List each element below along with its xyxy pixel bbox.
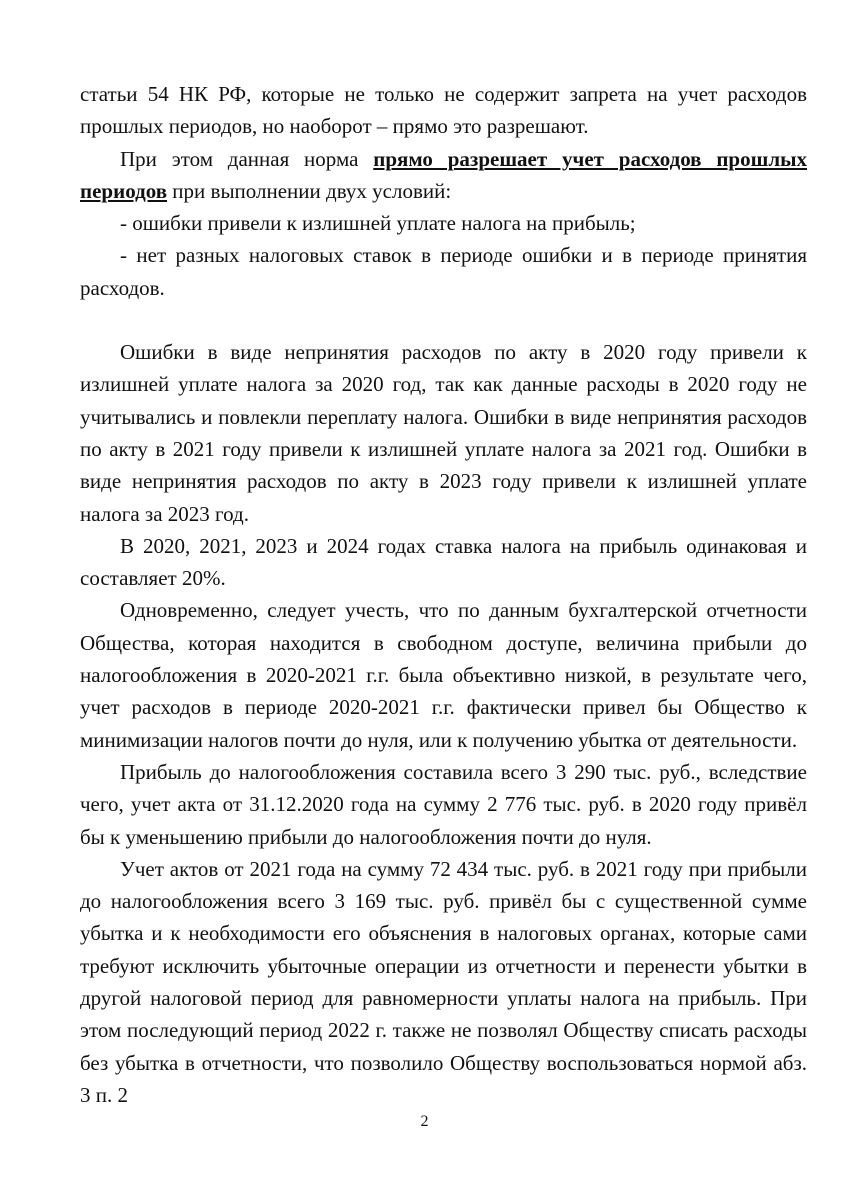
paragraph-errors: Ошибки в виде непринятия расходов по акту в 2020 году привели к излишней уплате налога за 2020 год, так как данные расходы в 2020 году не учитывались и повлекли переплату налога. Ошибки в виде непринятия расходов по акту в 2021 году привели к излишней уплате налога за 2021 год. Ошибки в виде непринятия расходов по акту в 2023 году привели к излишней уплате налога за 2023 год. — [80, 340, 807, 526]
condition-item-1: - ошибки привели к излишней уплате налога на прибыль; — [120, 211, 636, 236]
page-number: 2 — [420, 1113, 429, 1130]
paragraph-profit-2020: Прибыль до налогообложения составила всего 3 290 тыс. руб., вследствие чего, учет акта от 31.12.2020 года на сумму 2 776 тыс. руб. в 2020 году привёл бы к уменьшению прибыли до налогообложения почти до нуля. — [80, 759, 807, 849]
paragraph-gap — [80, 304, 807, 336]
condition-item-2: - нет разных налоговых ставок в периоде ошибки и в периоде принятия расходов. — [80, 243, 807, 300]
paragraph-continuation: статьи 54 НК РФ, которые не только не содержит запрета на учет расходов прошлых периодов, но наоборот – прямо это разрешают. — [80, 82, 807, 139]
document-body — [80, 78, 807, 1111]
paragraph-tax-rate: В 2020, 2021, 2023 и 2024 годах ставка налога на прибыль одинаковая и составляет 20%. — [80, 533, 807, 591]
emphasized-text: прямо разрешает учет расходов прошлых периодов — [80, 146, 808, 203]
intro-text-end: при выполнении двух условий: — [167, 178, 452, 203]
intro-text: При этом данная норма — [120, 146, 374, 171]
paragraph-conditions-intro — [80, 143, 807, 208]
paragraph-reporting: Одновременно, следует учесть, что по данным бухгалтерской отчетности Общества, которая находится в свободном доступе, величина прибыли до налогообложения в 2020-2021 г.г. была объективно низкой, в результате чего, учет расходов в периоде 2020-2021 г.г. фактически привел бы Общество к минимизации налогов почти до нуля, или к получению убытка от деятельности. — [80, 598, 807, 752]
paragraph-acts-2021: Учет актов от 2021 года на сумму 72 434 тыс. руб. в 2021 году при прибыли до налогообложения всего 3 169 тыс. руб. привёл бы с существенной сумме убытка и к необходимости его объяснения в налоговых органах, которые сами требуют исключить убыточные операции из отчетности и перенести убытки в другой налоговой период для равномерности уплаты налога на прибыль. При этом последующий период 2022 г. также не позволял Обществу списать расходы без убытка в отчетности, что позволило Обществу воспользоваться нормой абз. 3 п. 2 — [80, 856, 807, 1107]
